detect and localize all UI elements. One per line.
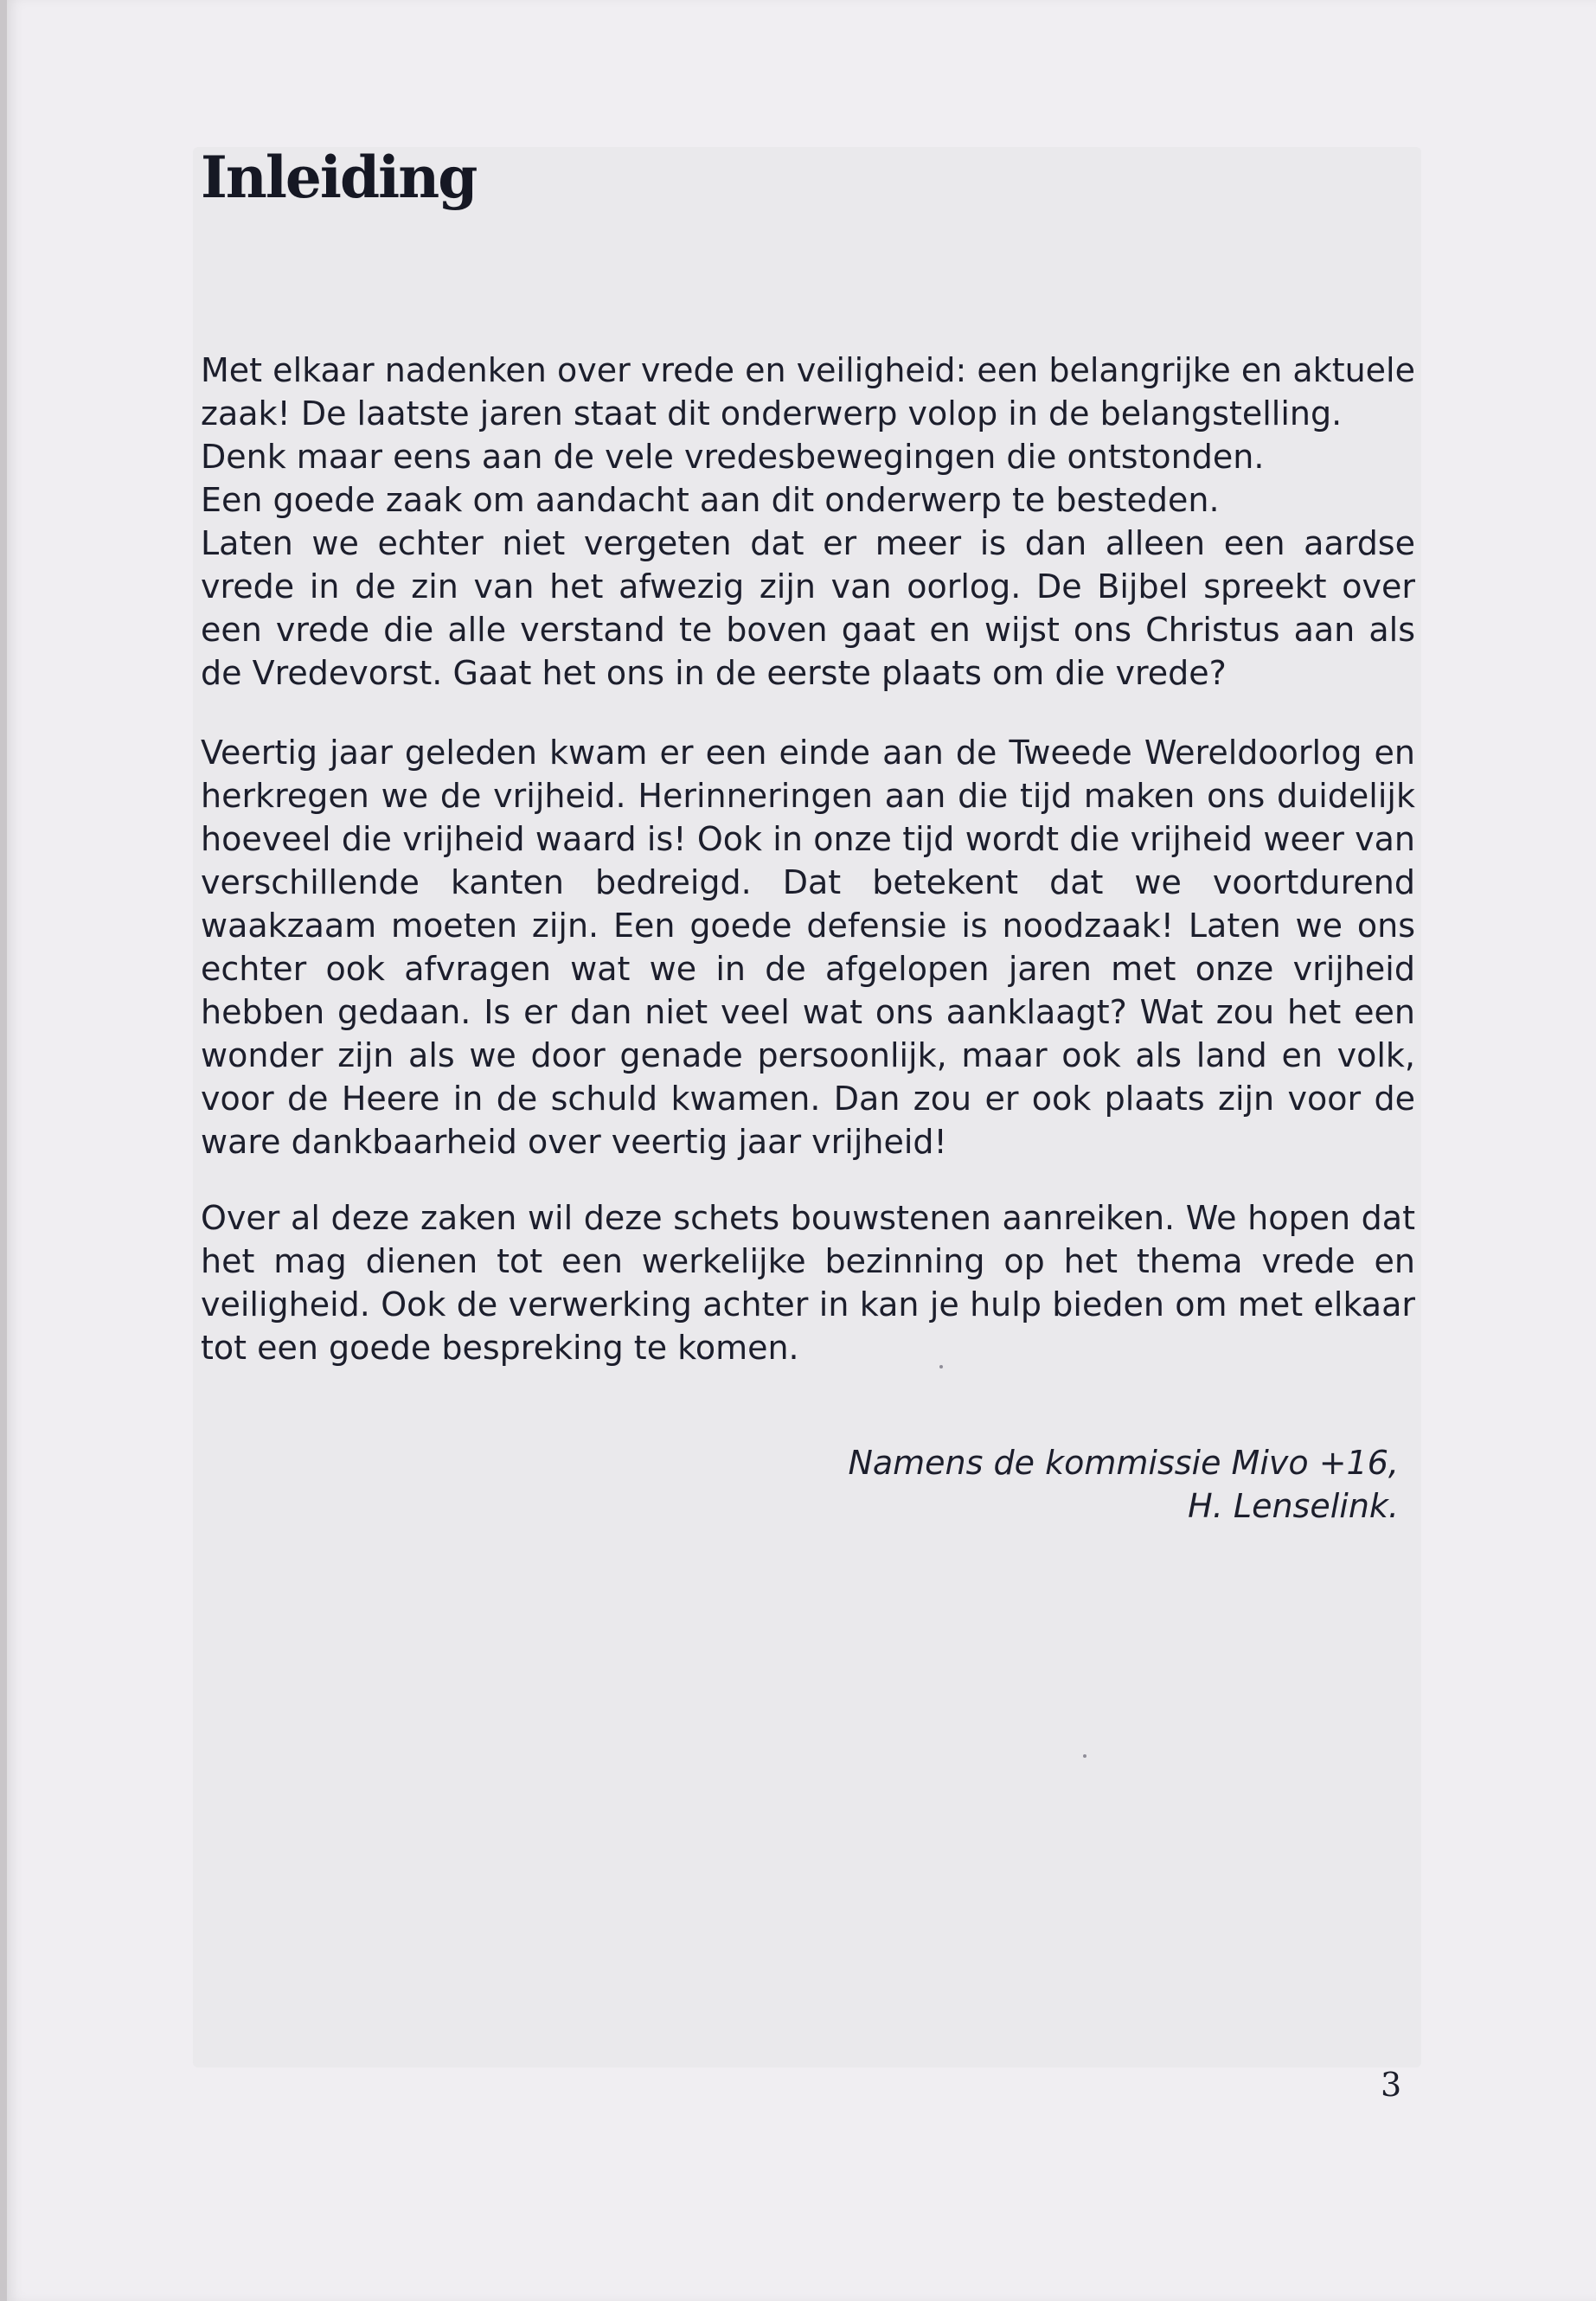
page-number: 3 xyxy=(1381,2066,1402,2104)
intro-paragraph-1: Met elkaar nadenken over vrede en veiligheid: een belangrijke en aktuele zaak! De laatste jaren staat dit onderwerp volop in de belangstelling. Denk maar eens aan de vele vredesbewegingen die ontstonden. Een goede zaak om aandacht aan dit onderwerp te besteden. Laten we echter niet vergeten dat er meer is dan alleen een aardse vrede in de zin van het afwezig zijn van oorlog. De Bijbel spreekt over een vrede die alle verstand te boven gaat en wijst ons Christus aan als de Vredevorst. Gaat het ons in de eerste plaats om die vrede? xyxy=(201,351,1415,692)
document-page xyxy=(7,0,1596,2301)
signature-committee: Namens de kommissie Mivo +16, xyxy=(848,1444,1399,1482)
page-heading: Inleiding xyxy=(201,144,477,211)
intro-paragraph-2: Veertig jaar geleden kwam er een einde aan de Tweede Wereldoorlog en herkregen we de vrijheid. Herinneringen aan die tijd maken ons duidelijk hoeveel die vrijheid waard is! Ook in onze tijd wordt die vrijheid weer van verschillende kanten bedreigd. Dat betekent dat we voortdurend waakzaam moeten zijn. Een goede defensie is noodzaak! Laten we ons echter ook afvragen wat we in de afgelopen jaren met onze vrijheid hebben gedaan. Is er dan niet veel wat ons aanklaagt? Wat zou het een wonder zijn als we door genade persoonlijk, maar ook als land en volk, voor de Heere in de schuld kwamen. Dan zou er ook plaats zijn voor de ware dankbaarheid over veertig jaar vrijheid! xyxy=(201,734,1415,1161)
signature-block xyxy=(848,1441,1399,1528)
paper-speck xyxy=(1083,1754,1086,1758)
signature-author: H. Lenselink. xyxy=(1188,1487,1399,1525)
intro-paragraph-3: Over al deze zaken wil deze schets bouwstenen aanreiken. We hopen dat het mag dienen tot een werkelijke bezinning op het thema vrede en veiligheid. Ook de verwerking achter in kan je hulp bieden om met elkaar tot een goede bespreking te komen. xyxy=(201,1199,1415,1367)
paper-speck xyxy=(939,1365,943,1368)
